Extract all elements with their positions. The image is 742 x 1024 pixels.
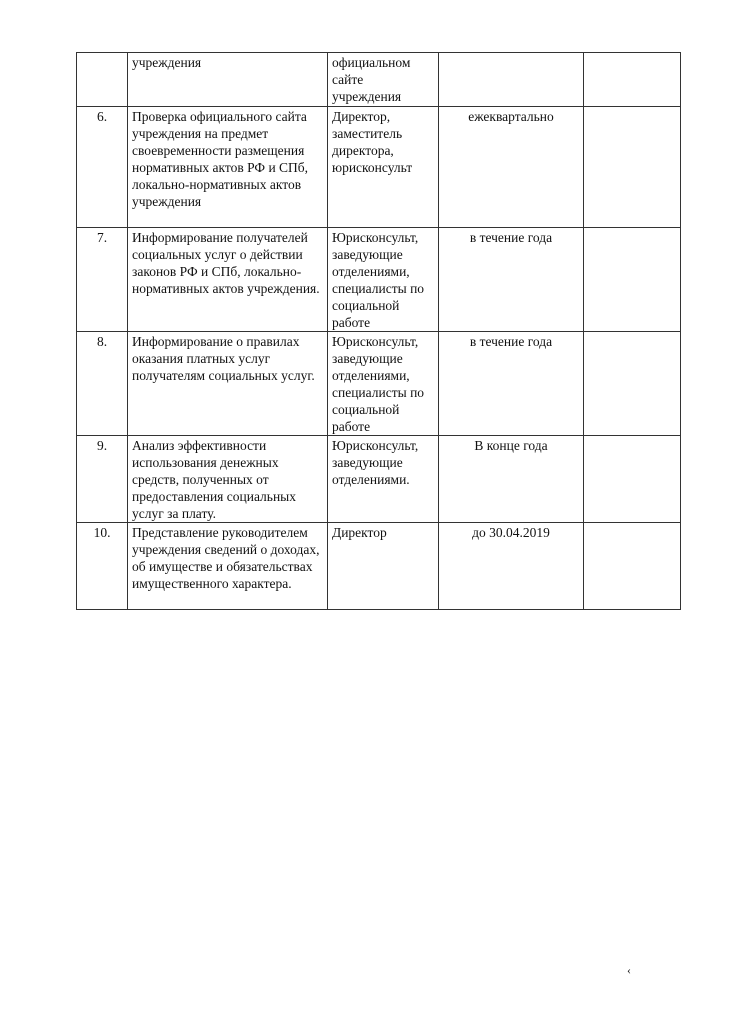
action-cell: Информирование получателей социальных услуг о действии законов РФ и СПб, локально-нормативных актов учреждения.	[128, 228, 328, 332]
responsible-cell: официальном сайте учреждения	[328, 53, 439, 107]
row-number: 9.	[77, 436, 128, 523]
responsible-cell: Директор	[328, 523, 439, 610]
term-cell: в течение года	[439, 228, 584, 332]
scan-mark: ‹	[627, 963, 631, 977]
row-number: 10.	[77, 523, 128, 610]
term-cell: в течение года	[439, 332, 584, 436]
action-cell: Представление руководителем учреждения сведений о доходах, об имуществе и обязательствах имущественного характера.	[128, 523, 328, 610]
action-cell: учреждения	[128, 53, 328, 107]
action-cell: Информирование о правилах оказания платных услуг получателям социальных услуг.	[128, 332, 328, 436]
term-cell: до 30.04.2019	[439, 523, 584, 610]
row-number: 6.	[77, 107, 128, 228]
table-row	[77, 107, 681, 228]
term-cell: ежеквартально	[439, 107, 584, 228]
row-number	[77, 53, 128, 107]
responsible-cell: Юрисконсульт, заведующие отделениями.	[328, 436, 439, 523]
table-row	[77, 228, 681, 332]
table-row	[77, 523, 681, 610]
row-number: 7.	[77, 228, 128, 332]
row-number: 8.	[77, 332, 128, 436]
note-cell	[584, 523, 681, 610]
action-cell: Проверка официального сайта учреждения на предмет своевременности размещения нормативных актов РФ и СПб, локально-нормативных актов учреждения	[128, 107, 328, 228]
table-row	[77, 53, 681, 107]
responsible-cell: Юрисконсульт, заведующие отделениями, специалисты по социальной работе	[328, 332, 439, 436]
measures-table	[76, 52, 681, 610]
note-cell	[584, 53, 681, 107]
note-cell	[584, 107, 681, 228]
note-cell	[584, 436, 681, 523]
note-cell	[584, 332, 681, 436]
term-cell: В конце года	[439, 436, 584, 523]
table-row	[77, 436, 681, 523]
responsible-cell: Юрисконсульт, заведующие отделениями, специалисты по социальной работе	[328, 228, 439, 332]
responsible-cell: Директор, заместитель директора, юрисконсульт	[328, 107, 439, 228]
term-cell	[439, 53, 584, 107]
note-cell	[584, 228, 681, 332]
table-row	[77, 332, 681, 436]
action-cell: Анализ эффективности использования денежных средств, полученных от предоставления социальных услуг за плату.	[128, 436, 328, 523]
